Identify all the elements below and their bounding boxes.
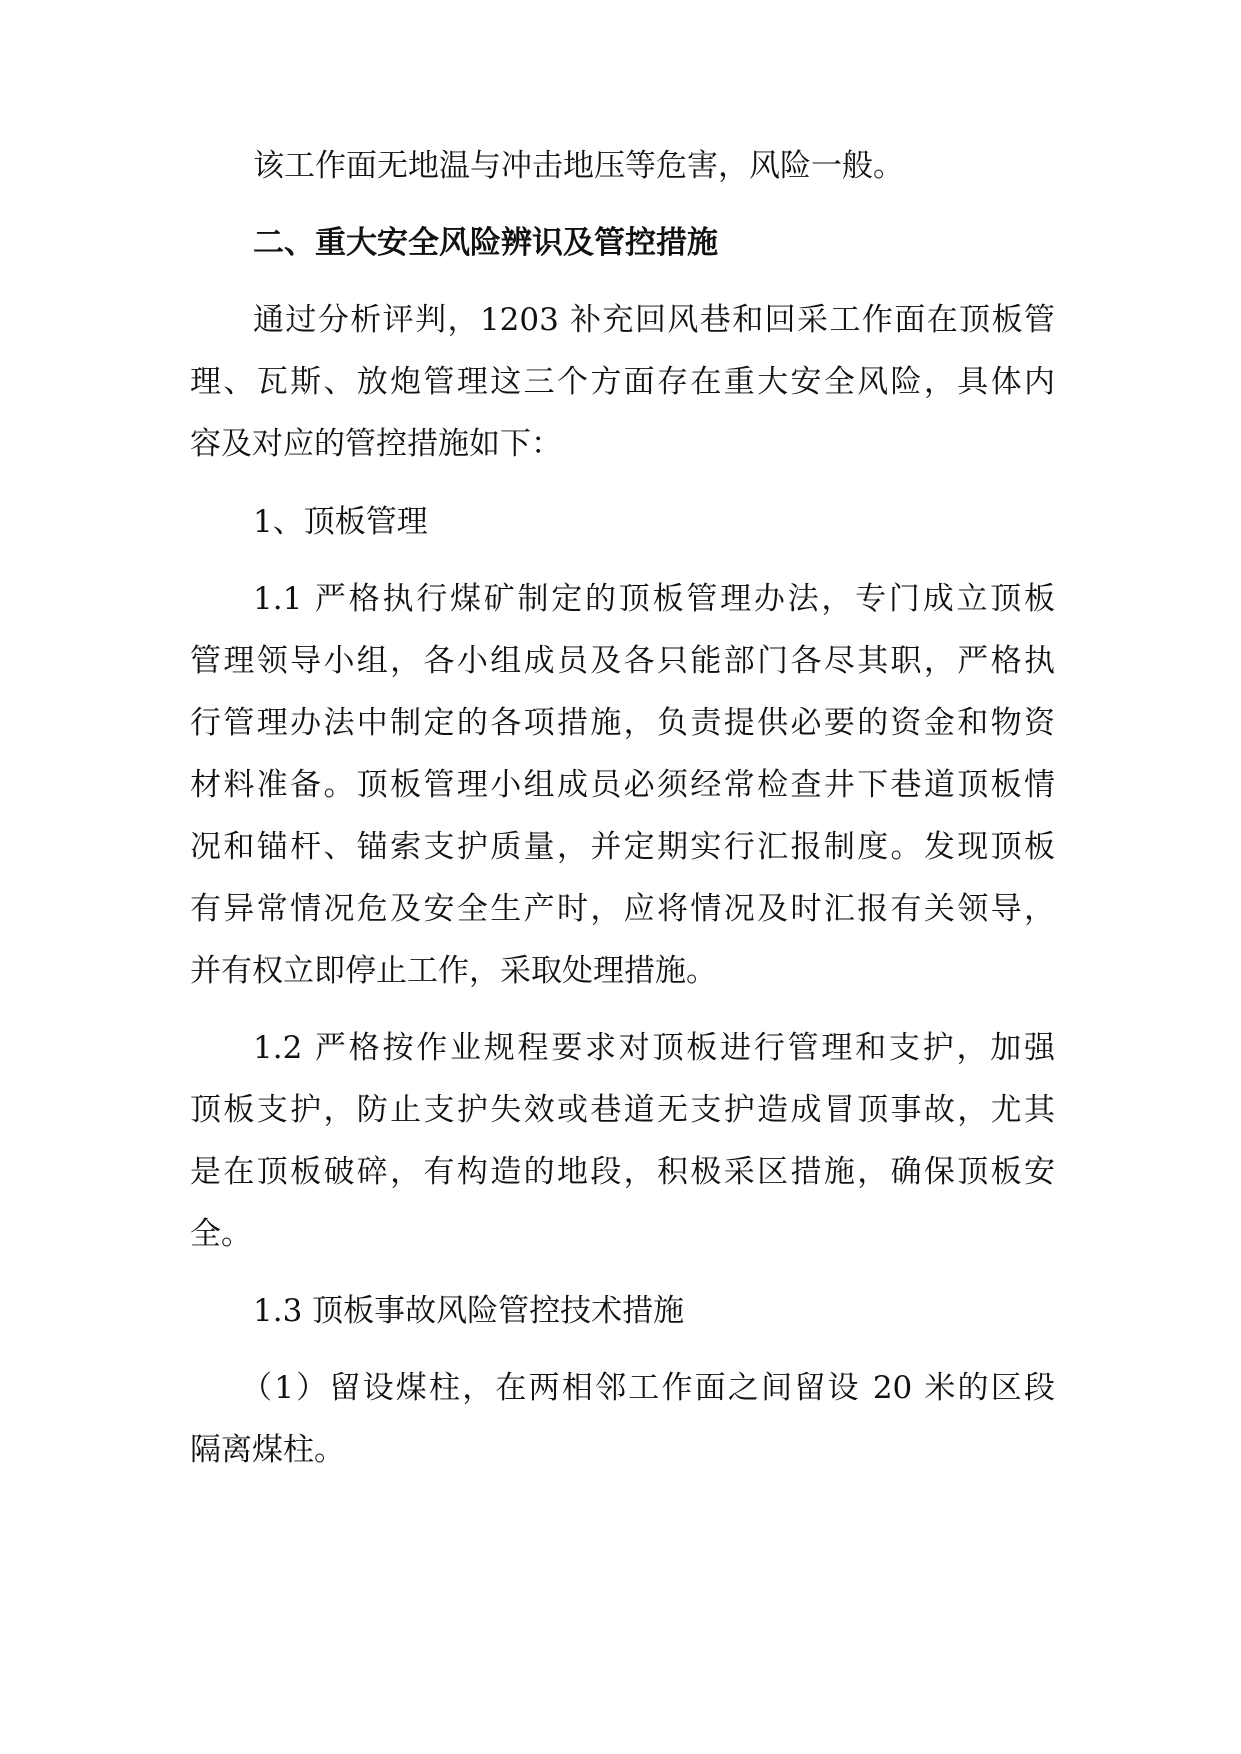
subsection-heading: 1、顶板管理 — [253, 504, 428, 540]
paragraph-line: （1）留设煤柱，在两相邻工作面之间留设 20 米的区段 — [241, 1370, 1055, 1406]
paragraph-line: 理、瓦斯、放炮管理这三个方面存在重大安全风险，具体内 — [190, 364, 1055, 400]
paragraph-line: 1.2 严格按作业规程要求对顶板进行管理和支护，加强 — [253, 1030, 1055, 1066]
paragraph-line: 该工作面无地温与冲击地压等危害，风险一般。 — [253, 148, 904, 184]
paragraph-line: 全。 — [190, 1216, 252, 1252]
paragraph-line: 是在顶板破碎，有构造的地段，积极采区措施，确保顶板安 — [190, 1154, 1055, 1190]
paragraph-line: 有异常情况危及安全生产时，应将情况及时汇报有关领导， — [190, 891, 1055, 927]
paragraph-line: 隔离煤柱。 — [190, 1432, 345, 1468]
paragraph-line: 材料准备。顶板管理小组成员必须经常检查井下巷道顶板情 — [190, 767, 1055, 803]
paragraph-line: 1.1 严格执行煤矿制定的顶板管理办法，专门成立顶板 — [253, 581, 1055, 617]
paragraph-line: 况和锚杆、锚索支护质量，并定期实行汇报制度。发现顶板 — [190, 829, 1055, 865]
paragraph-line: 顶板支护，防止支护失效或巷道无支护造成冒顶事故，尤其 — [190, 1092, 1055, 1128]
subsection-heading: 1.3 顶板事故风险管控技术措施 — [253, 1293, 685, 1329]
paragraph-line: 并有权立即停止工作，采取处理措施。 — [190, 953, 717, 989]
paragraph-line: 管理领导小组，各小组成员及各只能部门各尽其职，严格执 — [190, 643, 1055, 679]
paragraph-line: 通过分析评判，1203 补充回风巷和回采工作面在顶板管 — [253, 302, 1055, 338]
section-heading: 二、重大安全风险辨识及管控措施 — [253, 225, 718, 261]
paragraph-line: 行管理办法中制定的各项措施，负责提供必要的资金和物资 — [190, 705, 1055, 741]
paragraph-line: 容及对应的管控措施如下： — [190, 426, 562, 462]
